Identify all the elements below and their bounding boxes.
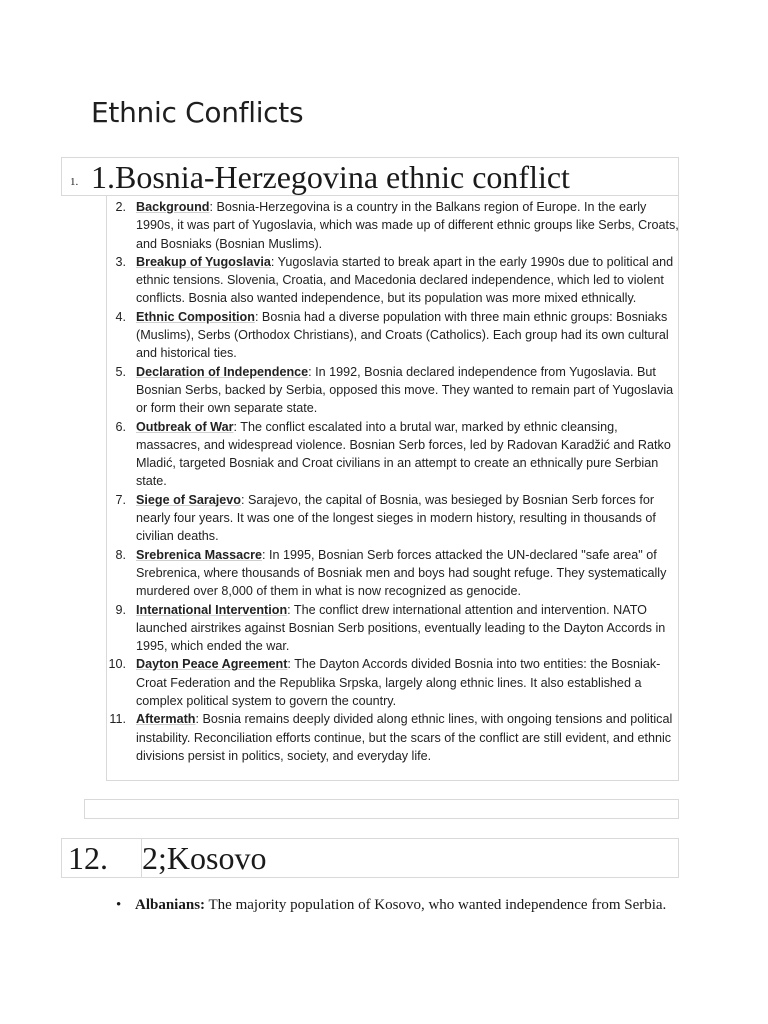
list-item-number: 10. bbox=[108, 657, 126, 672]
list-item-title: Outbreak of War bbox=[136, 419, 234, 434]
list-item bbox=[107, 710, 679, 765]
list-item-number: 7. bbox=[115, 492, 126, 507]
list-item-title: Siege of Sarajevo bbox=[136, 492, 241, 507]
section-heading-text: 2;Kosovo bbox=[142, 840, 267, 876]
bullet-icon: • bbox=[116, 897, 122, 913]
list-item-title: Declaration of Independence bbox=[136, 364, 309, 379]
list-item-title: Dayton Peace Agreement bbox=[136, 657, 288, 672]
list-item-number: 3. bbox=[115, 254, 126, 269]
list-item-title: International Intervention bbox=[136, 602, 288, 617]
list-item-text: : In 1992, Bosnia declared independence from Yugoslavia. But Bosnian Serbs, backed by Serbia, opposed this move. They wanted to remain part of Yugoslavia or form their own separate state. bbox=[136, 364, 674, 416]
bosnia-list-container bbox=[106, 195, 679, 781]
list-item-text: : The conflict escalated into a brutal war, marked by ethnic cleansing, massacres, and widespread violence. Bosnian Serb forces, led by Radovan Karadžić and Ratko Mladić, targeted Bosniak and Croat civilians in an attempt to create an ethnically pure Serbian state. bbox=[136, 419, 671, 489]
list-item bbox=[107, 546, 679, 601]
list-item bbox=[107, 655, 679, 710]
section-heading-kosovo bbox=[61, 838, 679, 878]
section-heading-text: 1.Bosnia-Herzegovina ethnic conflict bbox=[91, 159, 570, 195]
section-number: 1. bbox=[70, 176, 79, 188]
list-item-text: : Bosnia had a diverse population with three main ethnic groups: Bosniaks (Muslims), Serbs (Orthodox Christians), and Croats (Catholics). Each group had its own cultural and historical ties. bbox=[136, 309, 669, 361]
list-item-title: Breakup of Yugoslavia bbox=[136, 254, 271, 269]
list-item-text: : Bosnia remains deeply divided along ethnic lines, with ongoing tensions and political instability. Reconciliation efforts continue, but the scars of the conflict are still evident, and ethnic divisions persist in politics, society, and everyday life. bbox=[136, 712, 673, 763]
list-item-text: : Yugoslavia started to break apart in the early 1990s due to political and ethnic tensions. Slovenia, Croatia, and Macedonia declared independence, which led to violent conflicts. Bosnia also wanted independence, but its population was more mixed ethnically. bbox=[136, 254, 674, 306]
list-item-text: : Bosnia-Herzegovina is a country in the Balkans region of Europe. In the early 1990s, it was part of Yugoslavia, which was made up of different ethnic groups like Serbs, Croats, and Bosniaks (Bosnian Muslims). bbox=[136, 200, 679, 251]
list-item-number: 9. bbox=[115, 602, 126, 617]
list-item-text: : In 1995, Bosnian Serb forces attacked the UN-declared "safe area" of Srebrenica, where thousands of Bosniak men and boys had sought refuge. They systematically murdered over 8,000 of them in what is now recognized as genocide. bbox=[136, 547, 667, 599]
list-item bbox=[107, 418, 679, 491]
bullet-text bbox=[135, 897, 666, 914]
list-item-number: 5. bbox=[115, 364, 126, 379]
list-item-number: 8. bbox=[115, 547, 126, 562]
bosnia-numbered-list bbox=[107, 198, 679, 765]
list-item-title: Ethnic Composition bbox=[136, 309, 255, 324]
list-item-number: 2. bbox=[115, 200, 126, 214]
bullet-description: The majority population of Kosovo, who wanted independence from Serbia. bbox=[205, 897, 667, 913]
list-item bbox=[107, 308, 679, 363]
list-item-number: 11. bbox=[109, 712, 126, 727]
list-item-title: Aftermath bbox=[136, 712, 196, 727]
list-item-text: : The conflict drew international attention and intervention. NATO launched airstrikes against Bosnian Serb positions, eventually leading to the Dayton Accords in 1995, which ended the war. bbox=[136, 602, 666, 654]
list-item-number: 4. bbox=[115, 309, 126, 324]
list-item-title: Background bbox=[136, 200, 210, 214]
empty-paragraph-box bbox=[84, 799, 679, 819]
list-item bbox=[107, 253, 679, 308]
section-number: 12. bbox=[68, 840, 108, 876]
list-item-number: 6. bbox=[115, 419, 126, 434]
bullet-title: Albanians: bbox=[135, 897, 206, 913]
list-item bbox=[107, 363, 679, 418]
list-item bbox=[107, 491, 679, 546]
list-item bbox=[107, 198, 679, 253]
page-title: Ethnic Conflicts bbox=[91, 96, 304, 129]
section-heading-bosnia bbox=[61, 157, 679, 196]
list-item bbox=[107, 601, 679, 656]
list-item-text: : Sarajevo, the capital of Bosnia, was besieged by Bosnian Serb forces for nearly four years. It was one of the longest sieges in modern history, resulting in thousands of civilian deaths. bbox=[136, 492, 656, 544]
list-item-title: Srebrenica Massacre bbox=[136, 547, 263, 562]
list-item-text: : The Dayton Accords divided Bosnia into two entities: the Bosniak-Croat Federation and the Republika Srpska, largely along ethnic lines. It also established a complex political system to govern the country. bbox=[136, 657, 661, 709]
